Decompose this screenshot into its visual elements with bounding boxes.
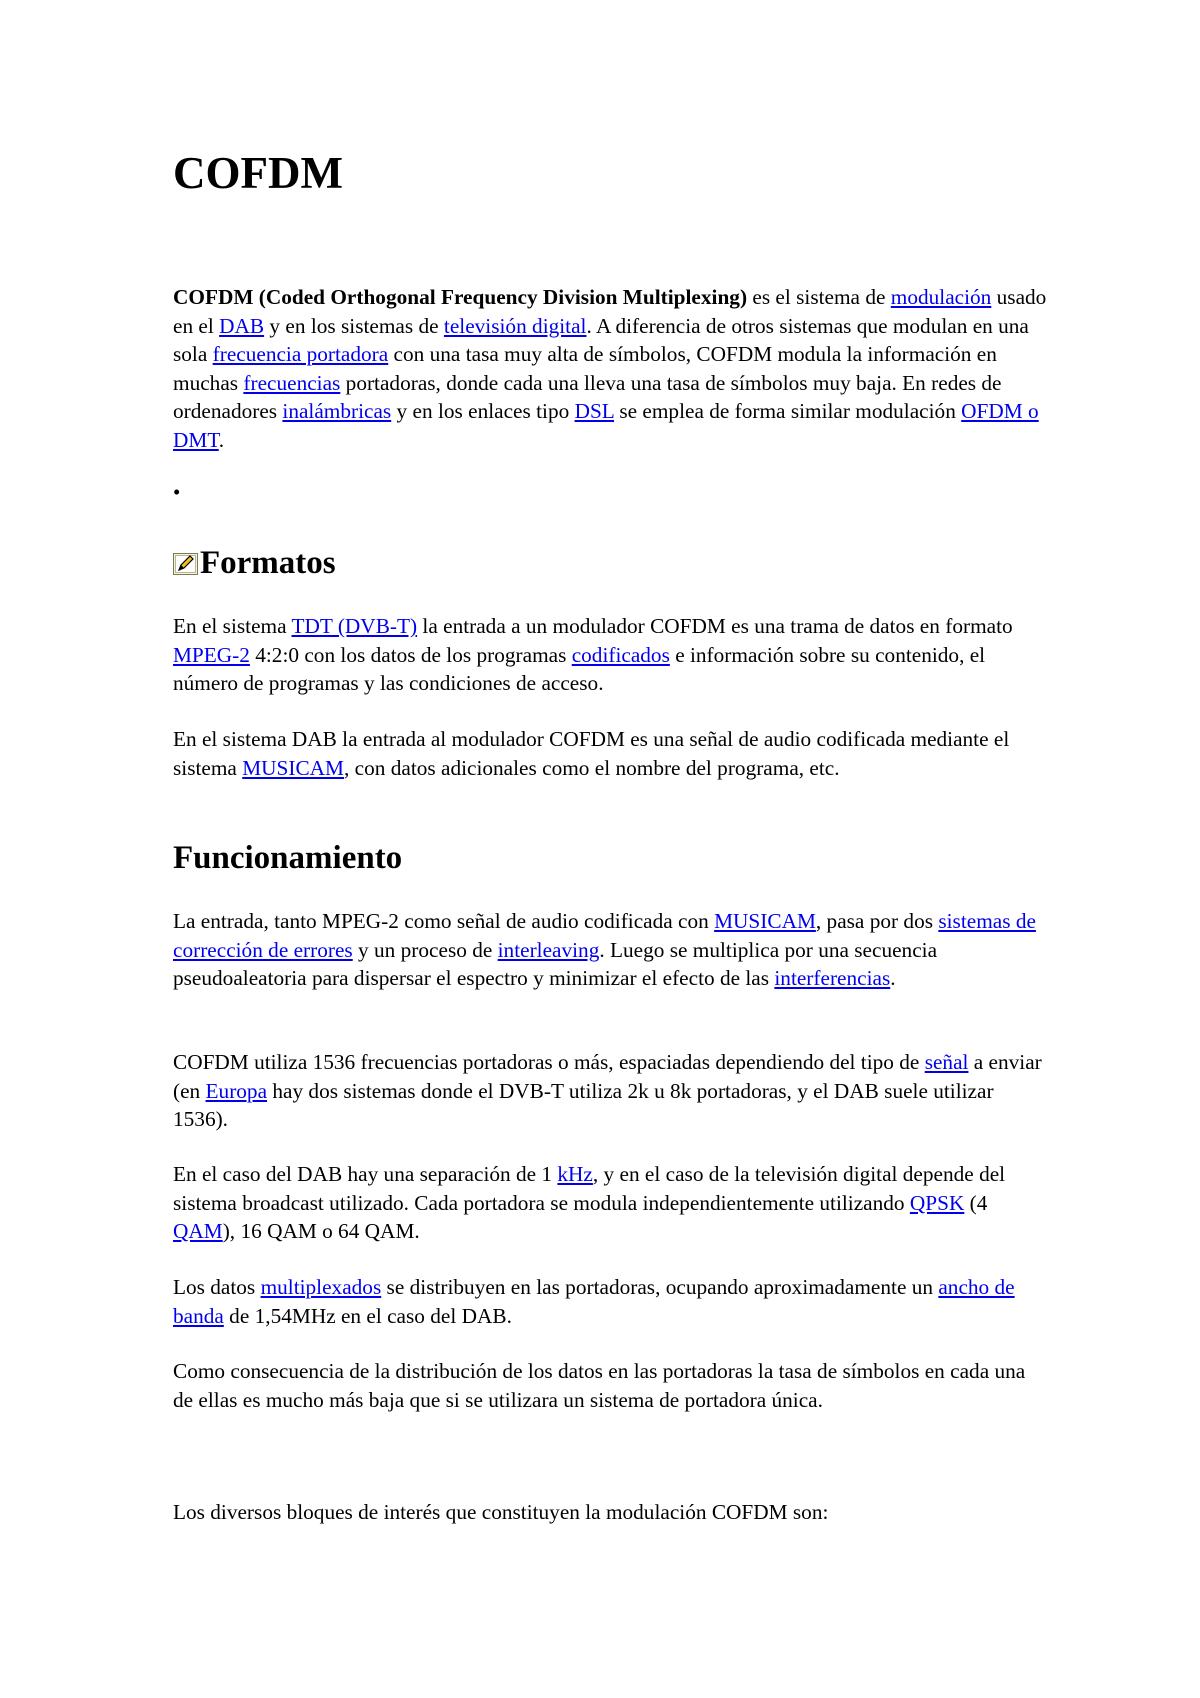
link-inalambricas[interactable]: inalámbricas [282,399,392,423]
link-codificados[interactable]: codificados [571,642,670,667]
funcionamiento-paragraph-1: La entrada, tanto MPEG-2 como señal de audio codificada con MUSICAM, pasa por dos sistemas de corrección de errores y un proceso de interleaving. Luego se multiplica por una secuencia pseudoaleatoria para dispersar el espectro y minimizar el efecto de las interferencias. [173,909,1036,990]
page-title: COFDM [173,148,343,198]
link-ancho-de-banda[interactable]: ancho de banda [173,1275,1015,1328]
link-television-digital[interactable]: televisión digital [443,313,587,338]
funcionamiento-paragraph-2: COFDM utiliza 1536 frecuencias portadoras o más, espaciadas dependiendo del tipo de señal a enviar (en Europa hay dos sistemas donde el DVB-T utiliza 2k u 8k portadoras, y el DAB suele utilizar 1536). [173,1050,1042,1131]
intro-paragraph: COFDM (Coded Orthogonal Frequency Division Multiplexing) es el sistema de modulación usado en el DAB y en los sistemas de televisión digital. A diferencia de otros sistemas que modulan en una sola frecuencia portadora con una tasa muy alta de símbolos, COFDM modula la información en muchas frecuencias portadoras, donde cada una lleva una tasa de símbolos muy baja. En redes de ordenadores inalámbricas y en los enlaces tipo DSL se emplea de forma similar modulación OFDM o DMT. [173,285,1047,452]
link-interleaving[interactable]: interleaving [497,937,600,962]
formatos-paragraph-2: En el sistema DAB la entrada al modulador COFDM es una señal de audio codificada mediante el sistema MUSICAM, con datos adicionales como el nombre del programa, etc. [173,727,1010,780]
link-musicam[interactable]: MUSICAM [242,755,344,780]
link-frecuencias[interactable]: frecuencias [243,370,341,395]
intro-term: COFDM (Coded Orthogonal Frequency Division Multiplexing) [173,285,748,309]
link-mpeg2[interactable]: MPEG-2 [173,642,250,667]
link-senal[interactable]: señal [924,1050,969,1074]
edit-icon[interactable] [173,546,199,570]
funcionamiento-paragraph-4: Los datos multiplexados se distribuyen en las portadoras, ocupando aproximadamente un ancho de banda de 1,54MHz en el caso del DAB. [173,1275,1015,1328]
link-interferencias[interactable]: interferencias [774,966,891,990]
link-modulacion[interactable]: modulación [890,285,992,309]
heading-formatos: Formatos [173,543,1048,583]
link-multiplexados[interactable]: multiplexados [260,1275,382,1299]
link-musicam-2[interactable]: MUSICAM [714,909,816,933]
empty-bullet: • [173,480,181,504]
link-dsl[interactable]: DSL [574,399,615,423]
link-tdt-dvbt[interactable]: TDT (DVB-T) [291,614,418,638]
link-frecuencia-portadora[interactable]: frecuencia portadora [212,342,389,366]
heading-funcionamiento: Funcionamiento [173,840,403,876]
link-qpsk[interactable]: QPSK [909,1190,965,1215]
funcionamiento-paragraph-6: Los diversos bloques de interés que constituyen la modulación COFDM son: [173,1500,829,1524]
link-ofdm-dmt[interactable]: OFDM o DMT [173,399,1039,452]
link-europa[interactable]: Europa [205,1078,268,1103]
link-correccion-errores[interactable]: sistemas de corrección de errores [173,909,1036,962]
formatos-paragraph-1: En el sistema TDT (DVB-T) la entrada a un modulador COFDM es una trama de datos en formato MPEG-2 4:2:0 con los datos de los programas codificados e información sobre su contenido, el número de programas y las condiciones de acceso. [173,614,1013,695]
funcionamiento-paragraph-3: En el caso del DAB hay una separación de 1 kHz, y en el caso de la televisión digital depende del sistema broadcast utilizado. Cada portadora se modula independientemente utilizando QPSK (4 QAM), 16 QAM o 64 QAM. [173,1162,1006,1243]
funcionamiento-paragraph-5: Como consecuencia de la distribución de los datos en las portadoras la tasa de símbolos en cada una de ellas es mucho más baja que si se utilizara un sistema de portadora única. [173,1359,1026,1412]
link-khz[interactable]: kHz [557,1162,593,1186]
link-qam[interactable]: QAM [173,1219,223,1243]
link-dab[interactable]: DAB [219,313,265,338]
